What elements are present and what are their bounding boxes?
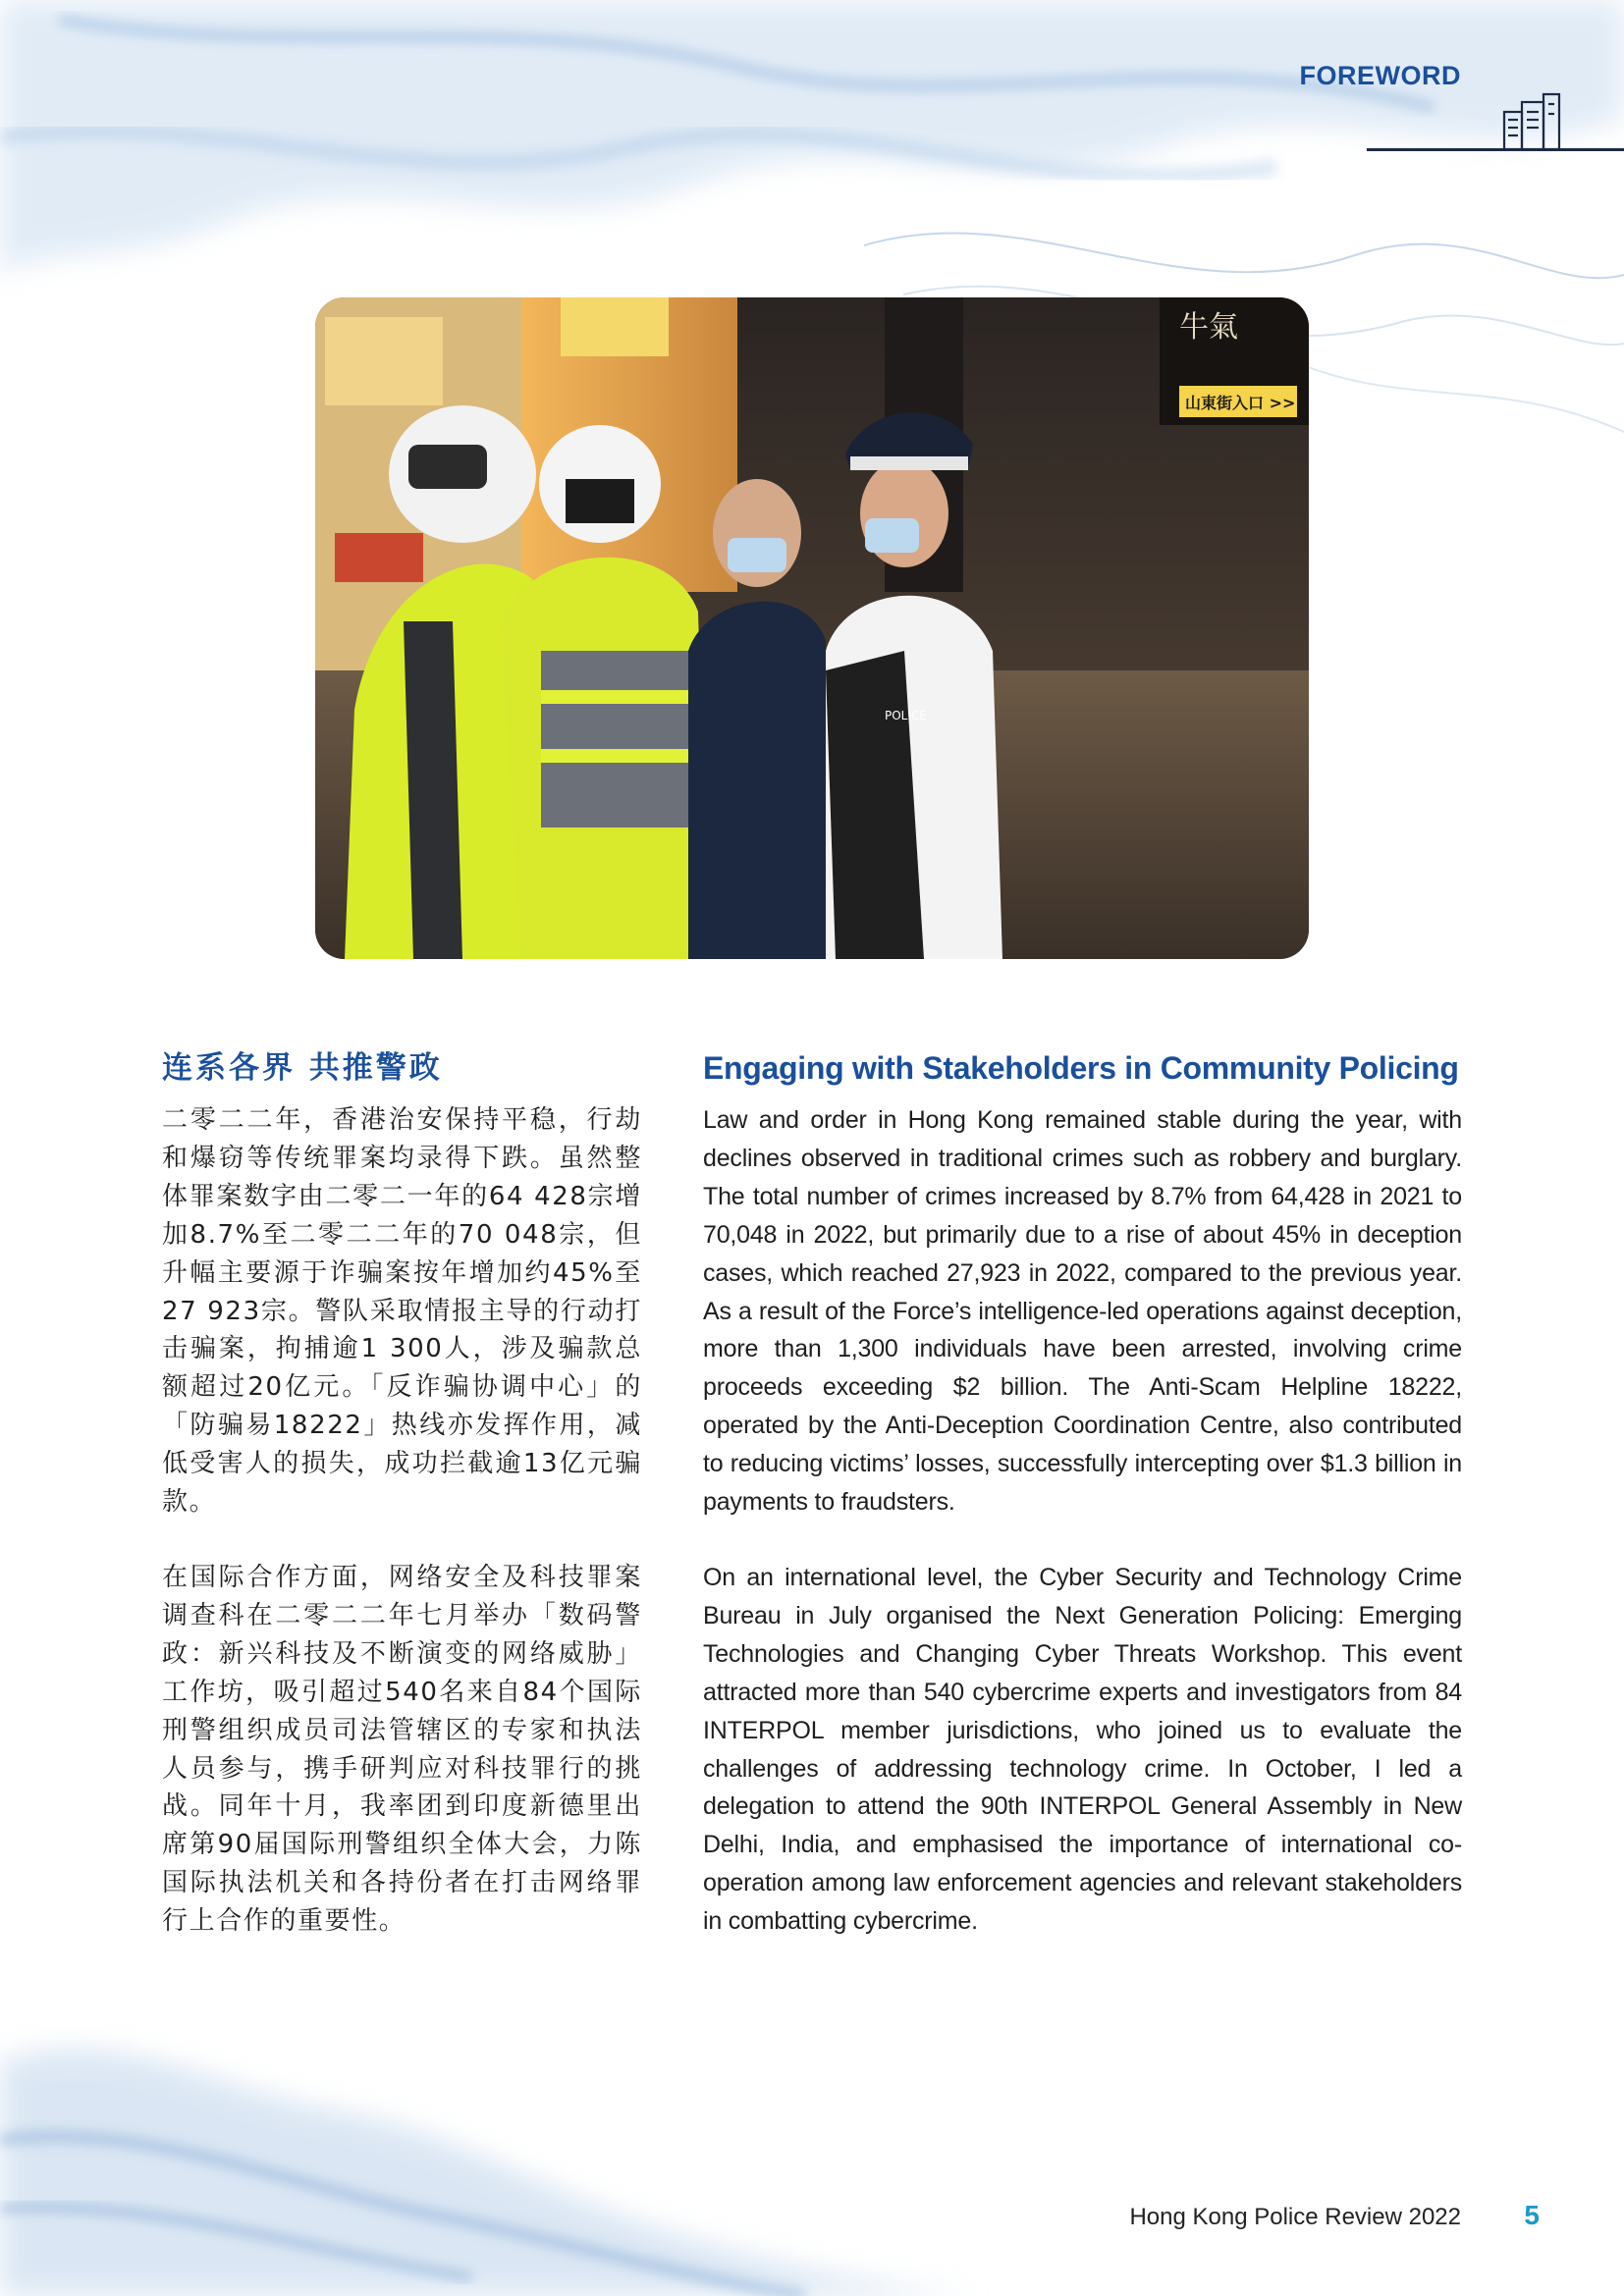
building-icon: [1496, 90, 1565, 151]
chinese-heading: 连系各界 共推警政: [162, 1050, 443, 1086]
publication-title: Hong Kong Police Review 2022: [1129, 2204, 1461, 2230]
vest-badge-text: POLICE: [885, 709, 927, 722]
section-label: FOREWORD: [1299, 61, 1461, 90]
english-heading: Engaging with Stakeholders in Community Policing: [703, 1050, 1459, 1086]
chinese-paragraph: 在国际合作方面，网络安全及科技罪案调查科在二零二二年七月举办「数码警政：新兴科技及不断演变的网络威胁」工作坊，吸引超过540名来自84个国际刑警组织成员司法管辖区的专家和执法人员参与，携手研判应对科技罪行的挑战。同年十月，我率团到印度新德里出席第90届国际刑警组织全体大会，力陈国际执法机关和各持份者在打击网络罪行上合作的重要性。: [162, 1562, 642, 1937]
english-column: [703, 1046, 1462, 1978]
sign-board: [561, 297, 669, 356]
street-sign-text: 山東街入口 >>: [1185, 394, 1296, 412]
street-patrol-photo: [315, 297, 1309, 959]
chinese-column: [162, 1046, 642, 1978]
neon-sign-red: [335, 533, 423, 582]
english-paragraph: On an international level, the Cyber Security and Technology Crime Bureau in July organised the Next Generation Policing: Emerging Technologies and Changing Cyber Threats Workshop. This event attracted more than 540 cybercrime experts and investigators from 84 INTERPOL member jurisdictions, who joined us to evaluate the challenges of addressing technology crime. In October, I led a delegation to attend the 90th INTERPOL General Assembly in New Delhi, India, and emphasised the importance of international co-operation among law enforcement agencies and relevant stakeholders in combatting cybercrime.: [703, 1563, 1462, 1936]
header-rule: [1367, 148, 1624, 151]
page-number: 5: [1524, 2200, 1540, 2230]
chinese-paragraph: 二零二二年，香港治安保持平稳，行劫和爆窃等传统罪案均录得下跌。虽然整体罪案数字由二零二一年的64 428宗增加8.7%至二零二二年的70 048宗，但升幅主要源于诈骗案按年增加约45%至27 923宗。警队采取情报主导的行动打击骗案，拘捕逾1 300人，涉及骗款总额超过20亿元。「反诈骗协调中心」的「防骗易18222」热线亦发挥作用，减低受害人的损失，成功拦截逾13亿元骗款。: [162, 1105, 642, 1518]
restaurant-sign-text: 牛氣: [1179, 310, 1238, 345]
neon-sign-left: [325, 317, 443, 405]
english-paragraph: Law and order in Hong Kong remained stable during the year, with declines observed in traditional crimes such as robbery and burglary. The total number of crimes increased by 8.7% from 64,428 in 2021 to 70,048 in 2022, but primarily due to a rise of about 45% in deception cases, which reached 27,923 in 2022, compared to the previous year. As a result of the Force’s intelligence-led operations against deception, more than 1,300 individuals have been arrested, involving crime proceeds exceeding $2 billion. The Anti-Scam Helpline 18222, operated by the Anti-Deception Coordination Centre, also contributed to reducing victims’ losses, successfully intercepting over $1.3 billion in payments to fraudsters.: [703, 1106, 1462, 1517]
